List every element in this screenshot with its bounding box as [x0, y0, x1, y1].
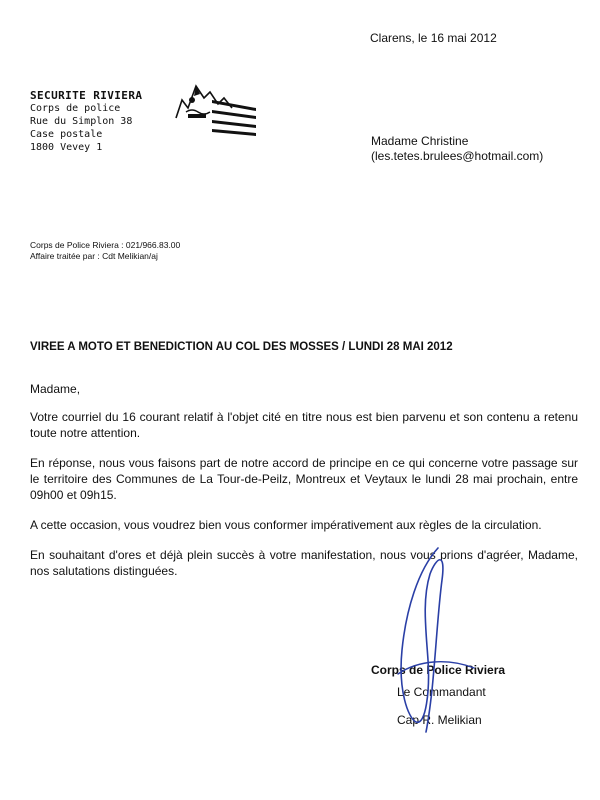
greeting: Madame,: [30, 382, 81, 396]
body-paragraph: En réponse, nous vous faisons part de notre accord de principe en ce qui concerne votre passage sur le territoire des Communes de La Tour-de-Peilz, Montreux et Veytaux le lundi 28 mai prochain, entre 09h00 et 09h15.: [30, 456, 578, 502]
body-paragraph: Votre courriel du 16 courant relatif à l'objet cité en titre nous est bien parvenu et son contenu a retenu toute notre attention.: [30, 410, 578, 440]
signature-org: Corps de Police Riviera: [371, 663, 506, 677]
reference-phone: Corps de Police Riviera : 021/966.83.00: [30, 240, 181, 250]
subject-line: VIREE A MOTO ET BENEDICTION AU COL DES MOSSES / LUNDI 28 MAI 2012: [30, 341, 453, 353]
body-paragraph: A cette occasion, vous voudrez bien vous conformer impérativement aux règles de la circulation.: [30, 518, 542, 532]
date-line: Clarens, le 16 mai 2012: [370, 31, 497, 45]
letter-body: [30, 381, 578, 593]
sender-line: Corps de police: [30, 103, 121, 114]
recipient-email: (les.tetes.brulees@hotmail.com): [371, 149, 544, 163]
reference-handled-by: Affaire traitée par : Cdt Melikian/aj: [30, 251, 158, 261]
signature-title: Le Commandant: [397, 685, 486, 699]
sender-line: Case postale: [30, 129, 103, 140]
reference-block: [30, 240, 180, 262]
recipient-name: Madame Christine: [371, 134, 469, 148]
body-paragraph: En souhaitant d'ores et déjà plein succès à votre manifestation, nous vous prions d'agréer, Madame, nos salutations distinguées.: [30, 548, 578, 578]
mountain-lake-logo-icon: [172, 78, 258, 136]
sender-line: 1800 Vevey 1: [30, 142, 103, 153]
sender-line: Rue du Simplon 38: [30, 116, 133, 127]
signature-name: Cap R. Melikian: [397, 713, 482, 727]
sender-block: [30, 89, 142, 154]
recipient-block: [371, 134, 543, 164]
sender-name: SECURITE RIVIERA: [30, 89, 143, 102]
